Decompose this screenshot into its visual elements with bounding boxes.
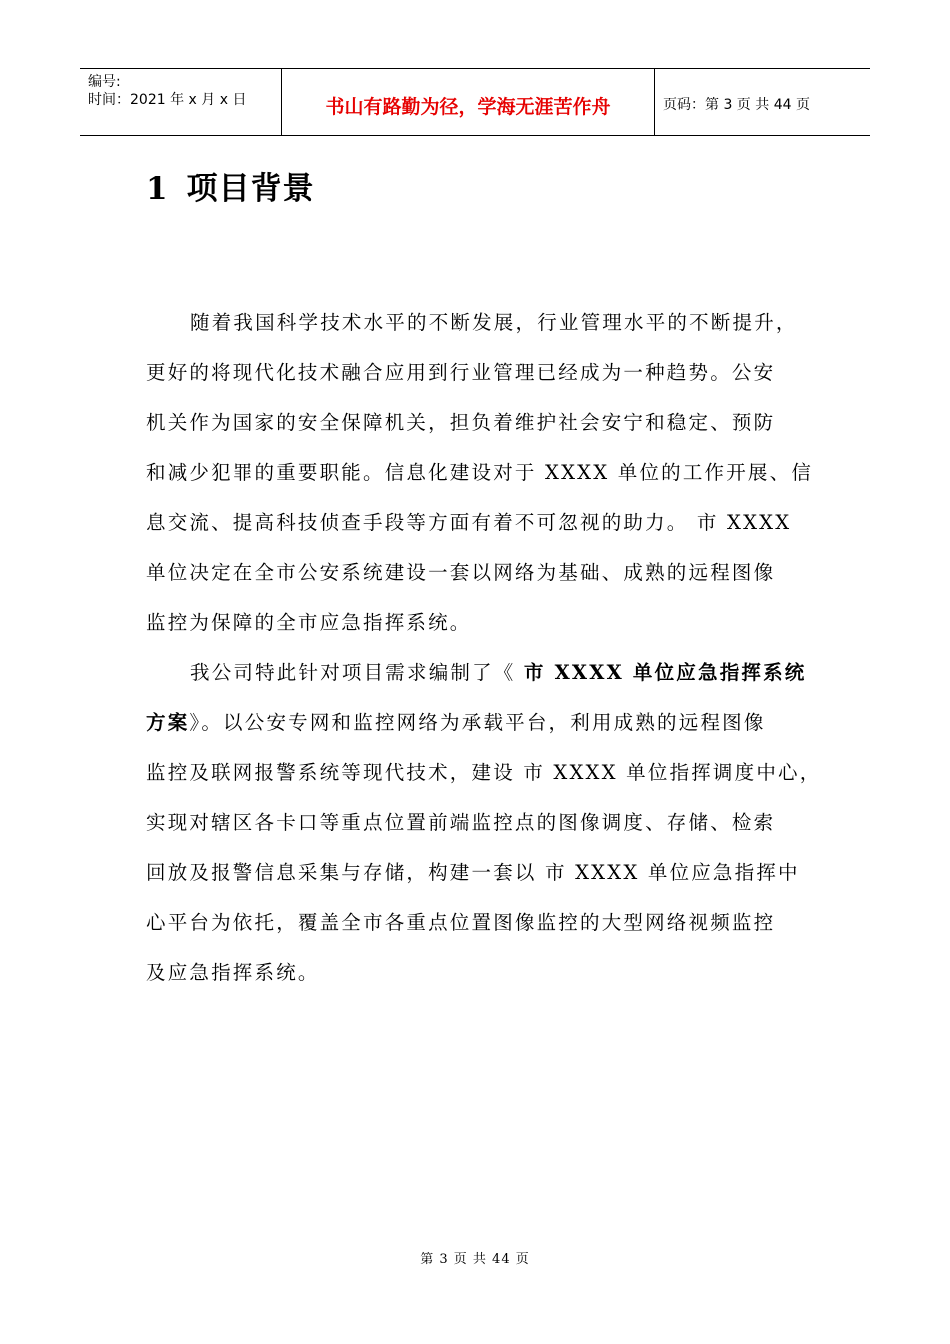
section-heading xyxy=(146,163,315,208)
document-title-part1: 市 XXXX 单位应急指挥系统 xyxy=(523,661,807,684)
paragraph-1-line: 和减少犯罪的重要职能。信息化建设对于 XXXX 单位的工作开展、信 xyxy=(146,461,814,484)
header-motto: 书山有路勤为径，学海无涯苦作舟 xyxy=(282,69,655,135)
header-page-info: 页码：第 3 页 共 44 页 xyxy=(663,97,810,113)
paragraph-2-line: 回放及报警信息采集与存储，构建一套以 市 XXXX 单位应急指挥中 xyxy=(146,861,800,884)
paragraph-1-line: 监控为保障的全市应急指挥系统。 xyxy=(146,611,472,634)
page-header xyxy=(80,68,870,136)
paragraph-1-line: 机关作为国家的安全保障机关，担负着维护社会安宁和稳定、预防 xyxy=(146,411,776,434)
paragraph-1-line: 息交流、提高科技侦查手段等方面有着不可忽视的助力。 市 XXXX xyxy=(146,511,792,534)
date-label: 时间：2021 年 x 月 x 日 xyxy=(88,92,247,108)
page-footer: 第 3 页 共 44 页 xyxy=(420,1252,530,1267)
paragraph-2-line: 监控及联网报警系统等现代技术，建设 市 XXXX 单位指挥调度中心， xyxy=(146,761,822,784)
paragraph-1-line: 更好的将现代化技术融合应用到行业管理已经成为一种趋势。公安 xyxy=(146,361,776,384)
paragraph-2-line xyxy=(146,707,766,735)
paragraph-2-line: 心平台为依托，覆盖全市各重点位置图像监控的大型网络视频监控 xyxy=(146,911,776,934)
header-meta xyxy=(80,69,282,135)
paragraph-2-text: 》。以公安专网和监控网络为承载平台，利用成熟的远程图像 xyxy=(189,711,766,734)
paragraph-2-line: 及应急指挥系统。 xyxy=(146,961,320,984)
paragraph-1-line: 单位决定在全市公安系统建设一套以网络为基础、成熟的远程图像 xyxy=(146,561,776,584)
document-title-part2: 方案 xyxy=(146,711,190,734)
section-title: 项目背景 xyxy=(186,171,315,207)
section-number: 1 xyxy=(146,171,169,207)
paragraph-2-line: 实现对辖区各卡口等重点位置前端监控点的图像调度、存储、检索 xyxy=(146,811,776,834)
paragraph-2-prefix: 我公司特此针对项目需求编制了《 xyxy=(190,661,524,684)
paragraph-2-line xyxy=(190,657,807,685)
paragraph-1-line: 随着我国科学技术水平的不断发展，行业管理水平的不断提升， xyxy=(190,311,798,334)
number-label: 编号: xyxy=(88,74,121,90)
